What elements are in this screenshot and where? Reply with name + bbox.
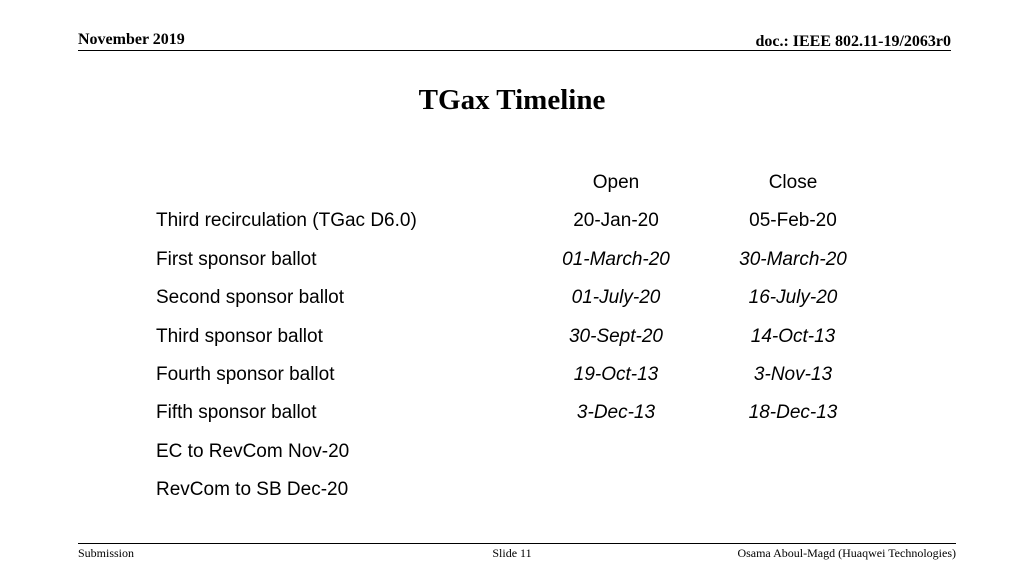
- close-column-header: Close: [768, 172, 818, 193]
- row-open-date: 01-July-20: [571, 287, 661, 308]
- row-close-date: 16-July-20: [748, 287, 838, 308]
- footer-submission: Submission: [78, 546, 135, 560]
- row-label: Fourth sponsor ballot: [156, 364, 335, 385]
- row-label: EC to RevCom Nov-20: [156, 441, 350, 462]
- row-open-date: 20-Jan-20: [573, 210, 659, 231]
- table-row: [0, 249, 1024, 275]
- row-open-date: 3-Dec-13: [576, 402, 656, 423]
- row-close-date: 18-Dec-13: [748, 402, 838, 423]
- table-row: [0, 287, 1024, 313]
- row-label: First sponsor ballot: [156, 249, 317, 270]
- row-open-date: 30-Sept-20: [568, 326, 663, 347]
- table-row: [0, 326, 1024, 352]
- footer-author: Osama Aboul-Magd (Huaqwei Technologies): [737, 546, 956, 560]
- row-close-date: 3-Nov-13: [753, 364, 833, 385]
- footer-divider: [78, 543, 956, 544]
- table-row: [0, 479, 1024, 505]
- row-label: RevCom to SB Dec-20: [156, 479, 349, 500]
- row-label: Third recirculation (TGac D6.0): [156, 210, 417, 231]
- table-row: [0, 210, 1024, 236]
- footer-slide-number: Slide 11: [492, 546, 532, 560]
- row-close-date: 05-Feb-20: [749, 210, 837, 231]
- open-column-header: Open: [592, 172, 640, 193]
- header-doc-id: doc.: IEEE 802.11-19/2063r0: [755, 33, 951, 50]
- table-row: [0, 402, 1024, 428]
- row-open-date: 19-Oct-13: [573, 364, 659, 385]
- header-date: November 2019: [78, 31, 185, 48]
- table-row: [0, 441, 1024, 467]
- row-close-date: 30-March-20: [739, 249, 847, 270]
- row-label: Second sponsor ballot: [156, 287, 345, 308]
- row-close-date: 14-Oct-13: [750, 326, 836, 347]
- table-row: [0, 364, 1024, 390]
- row-label: Fifth sponsor ballot: [156, 402, 317, 423]
- row-open-date: 01-March-20: [562, 249, 670, 270]
- slide-title: TGax Timeline: [418, 84, 606, 116]
- row-label: Third sponsor ballot: [156, 326, 323, 347]
